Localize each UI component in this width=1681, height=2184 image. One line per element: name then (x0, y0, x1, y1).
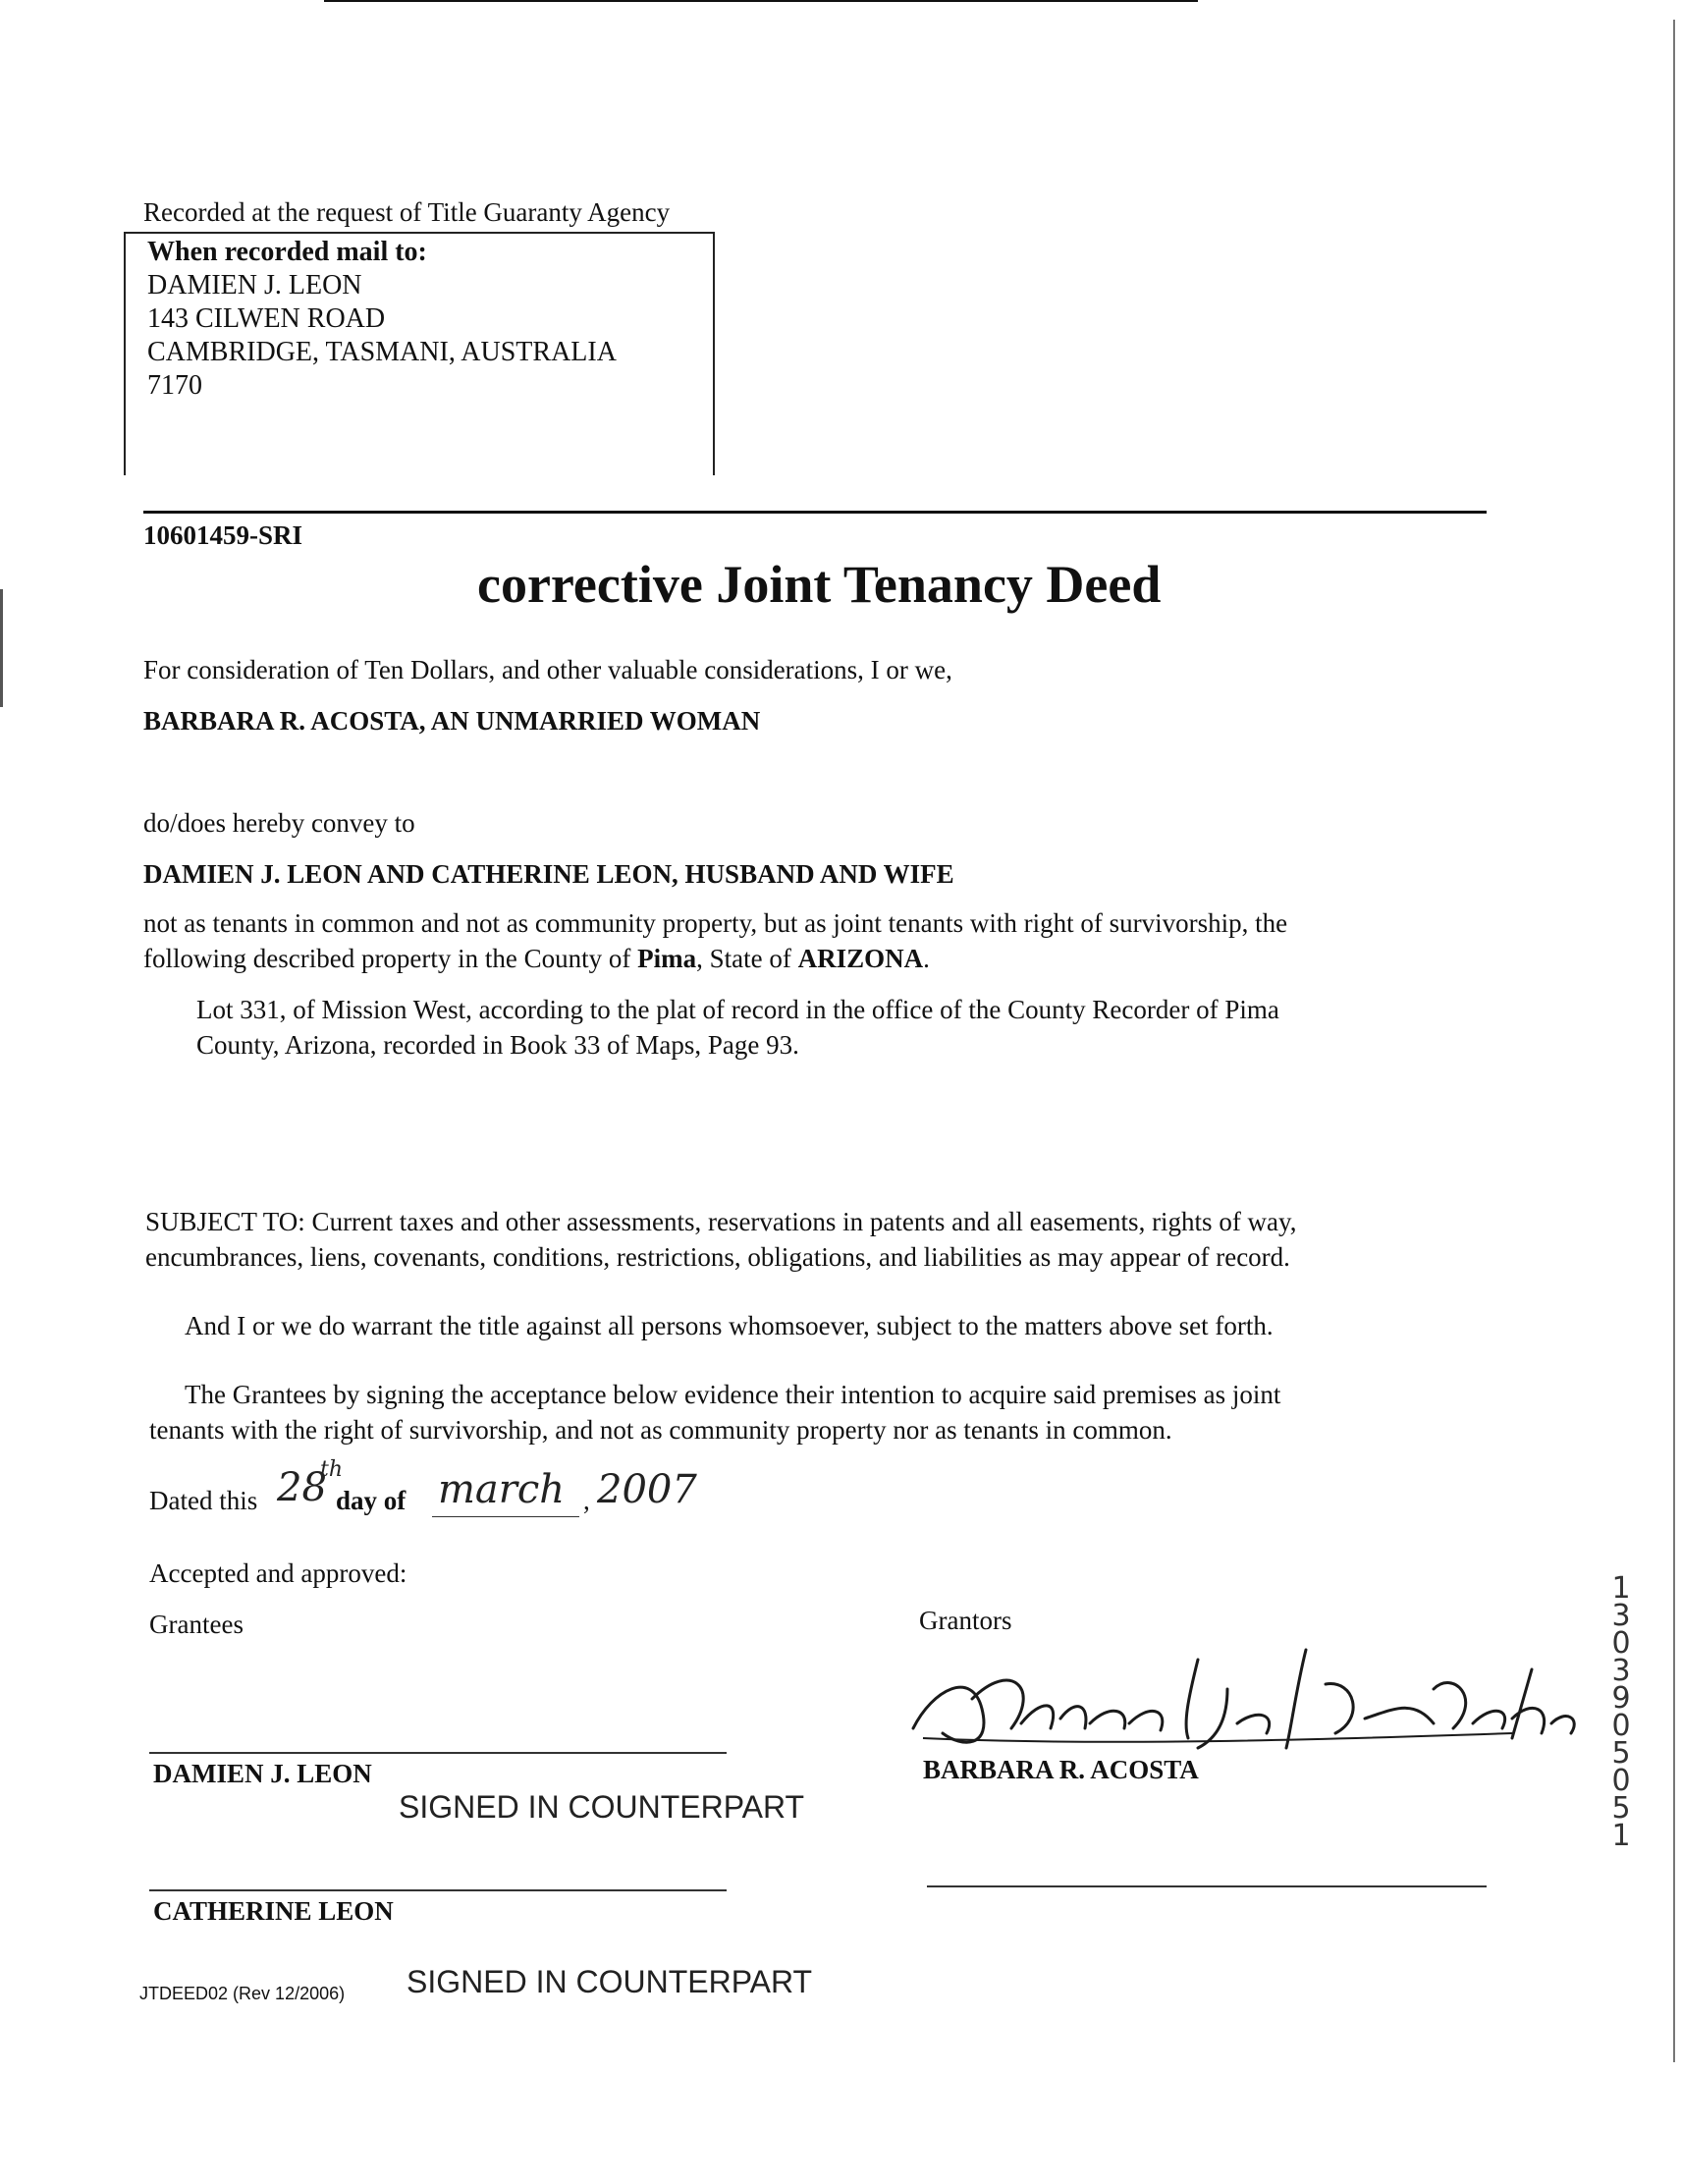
form-revision: (Rev 12/2006) (233, 1984, 346, 2003)
mail-to-box (124, 232, 715, 475)
dated-day-of: day of (336, 1486, 407, 1515)
grantor-name: BARBARA R. ACOSTA, AN UNMARRIED WOMAN (143, 706, 761, 736)
grantee-2-name: CATHERINE LEON (153, 1896, 394, 1926)
tenancy-text-line-2 (143, 941, 930, 976)
counterpart-stamp-1: SIGNED IN COUNTERPART (399, 1789, 805, 1825)
tenancy-text-county-prefix: following described property in the County of (143, 944, 638, 973)
form-code (139, 1984, 345, 2004)
grantor-2-signature-line (927, 1885, 1487, 1887)
top-scan-rule (324, 0, 1198, 2)
tenancy-text-line-1: not as tenants in common and not as community property, but as joint tenants with right of survivorship, the (143, 908, 1288, 938)
grantees-intention-line-1: The Grantees by signing the acceptance below evidence their intention to acquire said premises as joint (185, 1380, 1281, 1409)
consideration-text: For consideration of Ten Dollars, and other valuable considerations, I or we, (143, 655, 952, 684)
dated-prefix: Dated this (149, 1486, 258, 1515)
grantee-2-signature-line (149, 1889, 727, 1891)
dated-month-handwritten: march (438, 1467, 566, 1512)
grantees-names: DAMIEN J. LEON AND CATHERINE LEON, HUSBAND AND WIFE (143, 859, 954, 889)
state-name: ARIZONA (797, 944, 924, 973)
grantees-intention-line-2: tenants with the right of survivorship, and not as community property nor as tenants in common. (149, 1415, 1172, 1445)
grantor-name-printed: BARBARA R. ACOSTA (923, 1755, 1199, 1784)
warrant-text: And I or we do warrant the title against all persons whomsoever, subject to the matters above set forth. (185, 1311, 1274, 1340)
recorder-side-stamp: 13039 05051 (1611, 1571, 1631, 1853)
mail-to-city: CAMBRIDGE, TASMANI, AUSTRALIA (147, 337, 617, 367)
dated-day-suffix-handwritten: th (320, 1457, 344, 1482)
sentence-period: . (923, 944, 930, 973)
mail-to-postcode: 7170 (147, 370, 202, 401)
counterpart-stamp-2: SIGNED IN COUNTERPART (407, 1964, 813, 1999)
county-name: Pima (637, 944, 697, 973)
dated-comma: , (583, 1486, 590, 1515)
grantee-1-signature-line (149, 1752, 727, 1754)
legal-description-line-2: County, Arizona, recorded in Book 33 of Maps, Page 93. (196, 1030, 799, 1060)
document-title: corrective Joint Tenancy Deed (477, 555, 1162, 614)
grantees-label: Grantees (149, 1610, 244, 1639)
recorded-request-line: Recorded at the request of Title Guaranty Agency (143, 197, 671, 227)
mail-to-street: 143 CILWEN ROAD (147, 303, 386, 334)
dated-year-handwritten: 2007 (597, 1467, 697, 1512)
subject-to-line-2: encumbrances, liens, covenants, conditions, restrictions, obligations, and liabilities as may appear of record. (145, 1242, 1290, 1272)
form-code-id: JTDEED02 (139, 1984, 229, 2003)
grantee-1-name: DAMIEN J. LEON (153, 1759, 372, 1788)
dated-day-handwritten: 28 (277, 1465, 327, 1510)
signature-scribble-icon (903, 1630, 1591, 1768)
header-rule (143, 511, 1487, 514)
grantor-handwritten-signature (903, 1630, 1591, 1768)
right-edge-mark (1673, 20, 1675, 2062)
mail-to-name: DAMIEN J. LEON (147, 270, 362, 300)
left-edge-mark (0, 589, 3, 707)
accepted-approved-label: Accepted and approved: (149, 1558, 407, 1588)
legal-description-line-1: Lot 331, of Mission West, according to the plat of record in the office of the County Recorder of Pima (196, 995, 1279, 1024)
state-prefix: , State of (696, 944, 798, 973)
grantors-label: Grantors (919, 1606, 1012, 1635)
subject-to-line-1: SUBJECT TO: Current taxes and other assessments, reservations in patents and all easements, rights of way, (145, 1207, 1297, 1236)
convey-text: do/does hereby convey to (143, 808, 415, 838)
document-reference: 10601459-SRI (143, 520, 303, 550)
dated-month-line (432, 1516, 579, 1517)
mail-to-label: When recorded mail to: (147, 237, 427, 267)
